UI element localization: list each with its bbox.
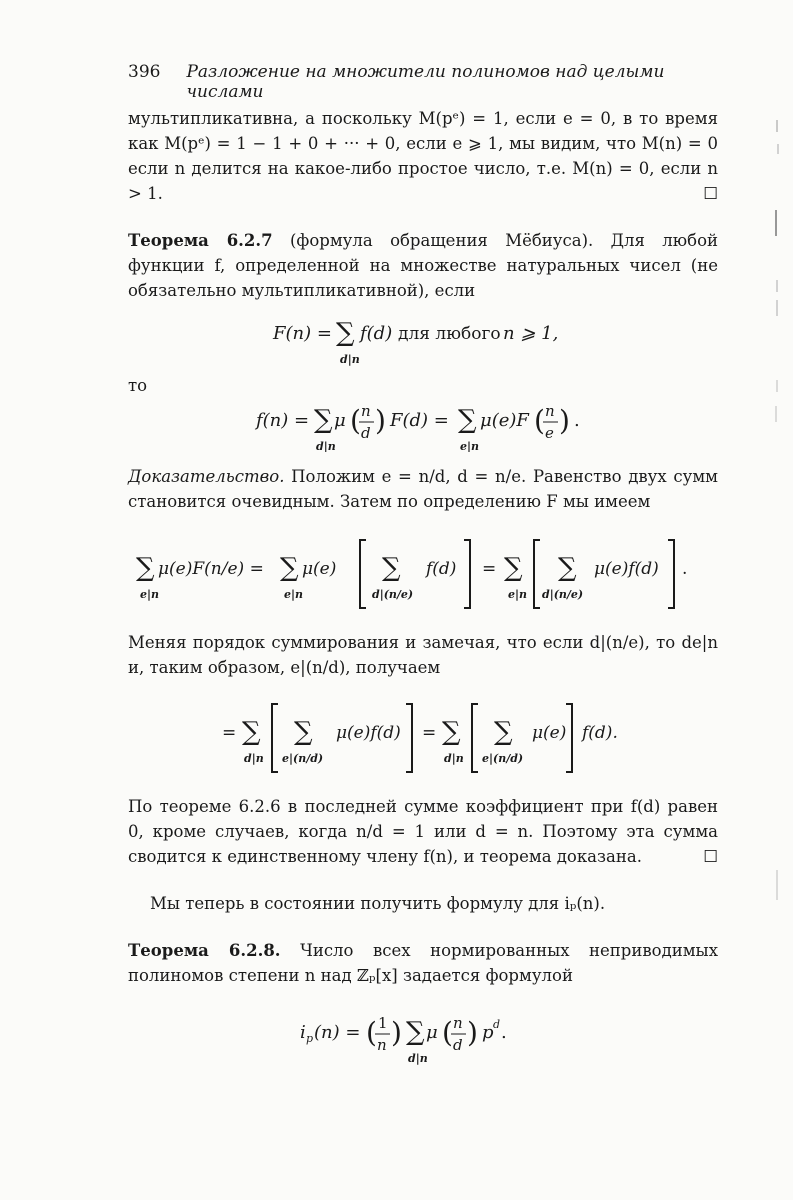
proof-label: Доказательство.: [128, 467, 285, 486]
svg-text:d|(n/e): d|(n/e): [372, 588, 414, 601]
svg-text:F(d) =: F(d) =: [390, 410, 449, 431]
book-page: [128, 62, 718, 1072]
theorem-label: Теорема 6.2.7: [128, 231, 273, 250]
svg-text:i: i: [300, 1022, 306, 1043]
svg-text:n: n: [453, 1014, 463, 1032]
svg-text:e|n: e|n: [508, 588, 527, 601]
paragraph-mobius-function-end: [128, 106, 718, 206]
svg-text:(n) =: (n) =: [314, 1022, 361, 1043]
svg-text:1: 1: [378, 1014, 388, 1032]
sum-subscript: d|n: [340, 353, 360, 366]
svg-text:∑: ∑: [280, 553, 299, 583]
svg-text:d: d: [361, 424, 371, 442]
svg-text:μ(e): μ(e): [532, 723, 567, 743]
formula-1-term: f(d): [360, 323, 393, 344]
svg-text:(: (: [534, 404, 545, 437]
formula-1-cond: n ⩾ 1,: [503, 323, 559, 344]
paragraph-conclusion: [128, 794, 718, 869]
formula-double-sum-1: [128, 532, 718, 616]
svg-text:∑: ∑: [242, 717, 261, 747]
svg-text:μ(e)F(n/e) =: μ(e)F(n/e) =: [158, 559, 264, 579]
svg-text:∑: ∑: [494, 717, 513, 747]
formula-1-lhs: F(n) =: [273, 323, 332, 344]
svg-text:d: d: [493, 1018, 501, 1031]
page-number: 396: [128, 62, 161, 82]
svg-text:∑: ∑: [442, 717, 461, 747]
svg-text:d: d: [453, 1036, 463, 1054]
svg-text:=: =: [222, 723, 237, 743]
svg-text:e|n: e|n: [140, 588, 159, 601]
svg-text:(: (: [350, 404, 361, 437]
svg-text:): ): [375, 404, 386, 437]
scan-margin-marks: [771, 110, 783, 910]
svg-text:(: (: [442, 1016, 453, 1049]
svg-text:d|n: d|n: [316, 440, 336, 452]
formula-double-sum-2: [128, 696, 718, 780]
svg-text:): ): [559, 404, 570, 437]
qed-square-icon: ☐: [703, 847, 718, 866]
formula-F-sum: [128, 317, 718, 371]
svg-text:): ): [391, 1016, 402, 1049]
svg-text:d|n: d|n: [444, 752, 464, 765]
proof-paragraph: [128, 464, 718, 514]
svg-text:=: =: [422, 723, 437, 743]
svg-text:∑: ∑: [406, 1017, 425, 1047]
formula-svg: [128, 696, 718, 780]
theorem-text: Число всех нормированных неприводимых полиномов степени n над ℤₚ[x] задается формулой: [128, 941, 718, 985]
running-title: Разложение на множители полиномов над целыми числами: [186, 62, 665, 102]
svg-text:d|n: d|n: [244, 752, 264, 765]
svg-text:∑: ∑: [314, 405, 333, 435]
formula-irreducible-count: [128, 1002, 718, 1072]
svg-text:∑: ∑: [504, 553, 523, 583]
svg-text:e|n: e|n: [460, 440, 479, 452]
svg-text:): ): [467, 1016, 478, 1049]
theorem-text: (формула обращения Мёбиуса). Для любой функции f, определенной на множестве натуральных чисел (не обязательно мультипликативной), если: [128, 231, 718, 300]
paragraph-now-able: Мы теперь в состоянии получить формулу для iₚ(n).: [150, 894, 606, 913]
svg-text:e: e: [545, 424, 554, 442]
proof-text: Положим e = n/d, d = n/e. Равенство двух сумм становится очевидным. Затем по определению F мы имеем: [128, 467, 718, 511]
formula-svg: [128, 317, 718, 371]
theorem-6-2-8: [128, 938, 718, 988]
theorem-6-2-7: [128, 228, 718, 303]
svg-text:e|(n/d): e|(n/d): [482, 752, 524, 765]
svg-text:=: =: [482, 559, 497, 579]
formula-svg: [128, 532, 718, 616]
formula-svg: [128, 390, 718, 452]
svg-text:∑: ∑: [458, 405, 477, 435]
svg-text:(: (: [366, 1016, 377, 1049]
formula-mobius-inversion: [128, 390, 718, 452]
paragraph-change-order: Меняя порядок суммирования и замечая, что если d|(n/e), то de|n и, таким образом, e|(n/d), получаем: [128, 633, 718, 677]
svg-text:∑: ∑: [136, 553, 155, 583]
formula-svg: [128, 1002, 718, 1072]
svg-text:μ: μ: [426, 1022, 438, 1043]
svg-text:p: p: [306, 1032, 314, 1045]
qed-square-icon: ☐: [703, 184, 718, 203]
svg-text:d|(n/e): d|(n/e): [542, 588, 584, 601]
paragraph-text: мультипликативна, а поскольку M(pᵉ) = 1, если e = 0, в то время как M(pᵉ) = 1 − 1 + 0 + ··· + 0, если e ⩾ 1, мы видим, что M(n) = 0 если n делится на какое-либо простое число, т.е. M(n) = 0, если n > 1.: [128, 109, 718, 203]
svg-text:n: n: [361, 402, 371, 420]
svg-text:μ(e)f(d): μ(e)f(d): [594, 559, 659, 579]
svg-text:e|(n/d): e|(n/d): [282, 752, 324, 765]
running-header: [128, 62, 718, 102]
svg-text:n: n: [377, 1036, 387, 1054]
svg-text:n: n: [545, 402, 555, 420]
svg-text:∑: ∑: [558, 553, 577, 583]
sum-symbol: ∑: [336, 318, 355, 348]
svg-text:μ: μ: [334, 410, 346, 431]
svg-text:f(d).: f(d).: [582, 723, 618, 743]
svg-text:.: .: [574, 410, 580, 431]
formula-1-text: для любого: [398, 324, 501, 344]
svg-text:e|n: e|n: [284, 588, 303, 601]
svg-text:∑: ∑: [294, 717, 313, 747]
svg-text:μ(e)F: μ(e)F: [480, 410, 529, 431]
svg-text:μ(e): μ(e): [302, 559, 337, 579]
svg-text:d|n: d|n: [408, 1052, 428, 1065]
svg-text:f(n) =: f(n) =: [256, 410, 310, 431]
svg-text:.: .: [682, 559, 688, 579]
svg-text:p: p: [482, 1022, 494, 1043]
svg-text:μ(e)f(d): μ(e)f(d): [336, 723, 401, 743]
svg-text:.: .: [501, 1022, 507, 1043]
word-to: то: [128, 376, 148, 395]
svg-text:f(d): f(d): [426, 559, 457, 579]
svg-text:∑: ∑: [382, 553, 401, 583]
paragraph-text: По теореме 6.2.6 в последней сумме коэффициент при f(d) равен 0, кроме случаев, когда n/d = 1 или d = n. Поэтому эта сумма сводится к единственному члену f(n), и теорема доказана.: [128, 797, 718, 866]
theorem-label: Теорема 6.2.8.: [128, 941, 281, 960]
